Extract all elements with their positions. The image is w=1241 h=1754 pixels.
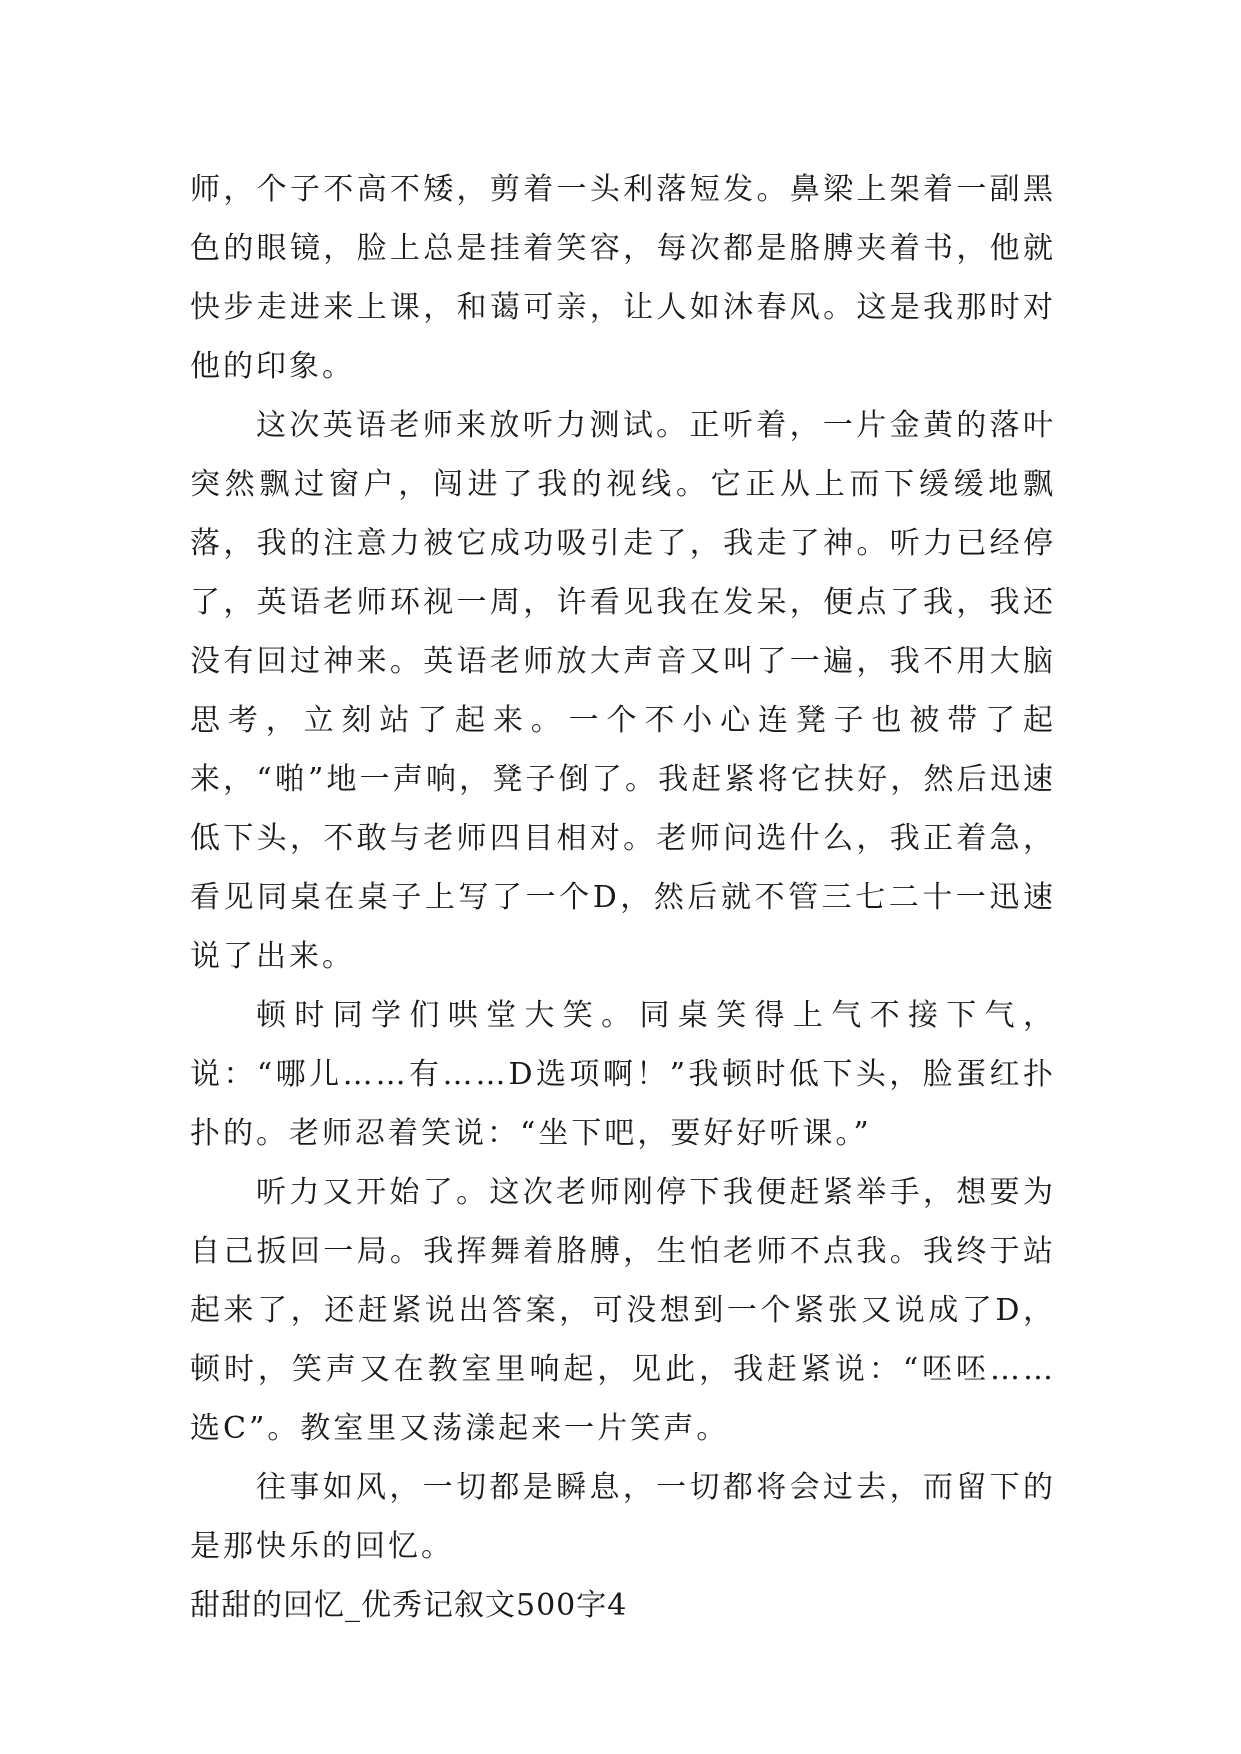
paragraph-teacher-description: 师，个子不高不矮，剪着一头利落短发。鼻梁上架着一副黑色的眼镜，脸上总是挂着笑容，每次都是胳膊夹着书，他就快步走进来上课，和蔼可亲，让人如沐春风。这是我那时对他的印象。 (190, 172, 1056, 384)
paragraph-conclusion: 往事如风，一切都是瞬息，一切都将会过去，而留下的是那快乐的回忆。 (190, 1470, 1056, 1564)
paragraph-class-laughter: 顿时同学们哄堂大笑。同桌笑得上气不接下气，说：“哪儿……有……D选项啊！”我顿时低下头，脸蛋红扑扑的。老师忍着笑说：“坐下吧，要好好听课。” (190, 998, 1056, 1151)
next-essay-title: 甜甜的回忆_优秀记叙文500字4 (190, 1588, 628, 1623)
document-body (190, 160, 1056, 1635)
paragraph-second-answer: 听力又开始了。这次老师刚停下我便赶紧举手，想要为自己扳回一局。我挥舞着胳膊，生怕老师不点我。我终于站起来了，还赶紧说出答案，可没想到一个紧张又说成了D，顿时，笑声又在教室里响起，见此，我赶紧说：“呸呸……选C”。教室里又荡漾起来一片笑声。 (190, 1175, 1056, 1446)
paragraph-listening-test: 这次英语老师来放听力测试。正听着，一片金黄的落叶突然飘过窗户，闯进了我的视线。它正从上而下缓缓地飘落，我的注意力被它成功吸引走了，我走了神。听力已经停了，英语老师环视一周，许看见我在发呆，便点了我，我还没有回过神来。英语老师放大声音又叫了一遍，我不用大脑思考，立刻站了起来。一个不小心连凳子也被带了起来，“啪”地一声响，凳子倒了。我赶紧将它扶好，然后迅速低下头，不敢与老师四目相对。老师问选什么，我正着急，看见同桌在桌子上写了一个D，然后就不管三七二十一迅速说了出来。 (190, 408, 1056, 974)
